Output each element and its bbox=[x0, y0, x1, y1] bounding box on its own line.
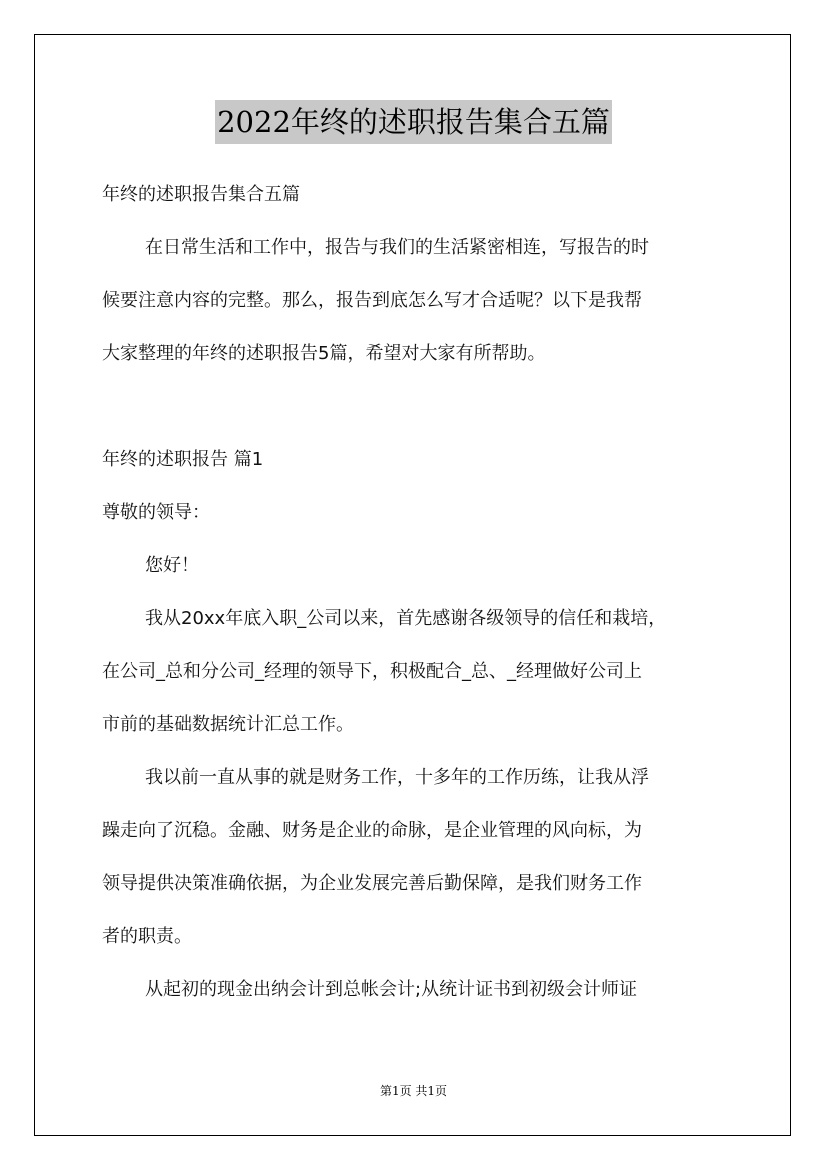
paragraph-line: 躁走向了沉稳。金融、财务是企业的命脉，是企业管理的风向标，为 bbox=[102, 820, 642, 841]
blank-line bbox=[102, 380, 728, 433]
title-container bbox=[0, 100, 827, 144]
greeting-line: 您好！ bbox=[145, 555, 199, 576]
document-title: 2022年终的述职报告集合五篇 bbox=[215, 100, 612, 144]
paragraph-line: 候要注意内容的完整。那么，报告到底怎么写才合适呢？以下是我帮 bbox=[102, 290, 642, 311]
subtitle-line: 年终的述职报告集合五篇 bbox=[102, 184, 300, 205]
paragraph-line: 大家整理的年终的述职报告5篇，希望对大家有所帮助。 bbox=[102, 343, 546, 364]
section-heading: 年终的述职报告 篇1 bbox=[102, 449, 264, 470]
paragraph-line: 领导提供决策准确依据，为企业发展完善后勤保障，是我们财务工作 bbox=[102, 873, 642, 894]
paragraph-line: 在公司_总和分公司_经理的领导下，积极配合_总、_经理做好公司上 bbox=[102, 661, 642, 682]
page-footer: 第1页 共1页 bbox=[379, 1084, 448, 1098]
salutation-line: 尊敬的领导： bbox=[102, 502, 210, 523]
paragraph-line: 我从20xx年底入职_公司以来，首先感谢各级领导的信任和栽培， bbox=[145, 608, 667, 629]
paragraph-line: 在日常生活和工作中，报告与我们的生活紧密相连，写报告的时 bbox=[145, 237, 649, 258]
paragraph-line: 者的职责。 bbox=[102, 926, 192, 947]
paragraph-line: 市前的基础数据统计汇总工作。 bbox=[102, 714, 354, 735]
document-body bbox=[102, 168, 728, 1016]
paragraph-line: 从起初的现金出纳会计到总帐会计;从统计证书到初级会计师证 bbox=[145, 979, 638, 1000]
paragraph-line: 我以前一直从事的就是财务工作，十多年的工作历练，让我从浮 bbox=[145, 767, 649, 788]
